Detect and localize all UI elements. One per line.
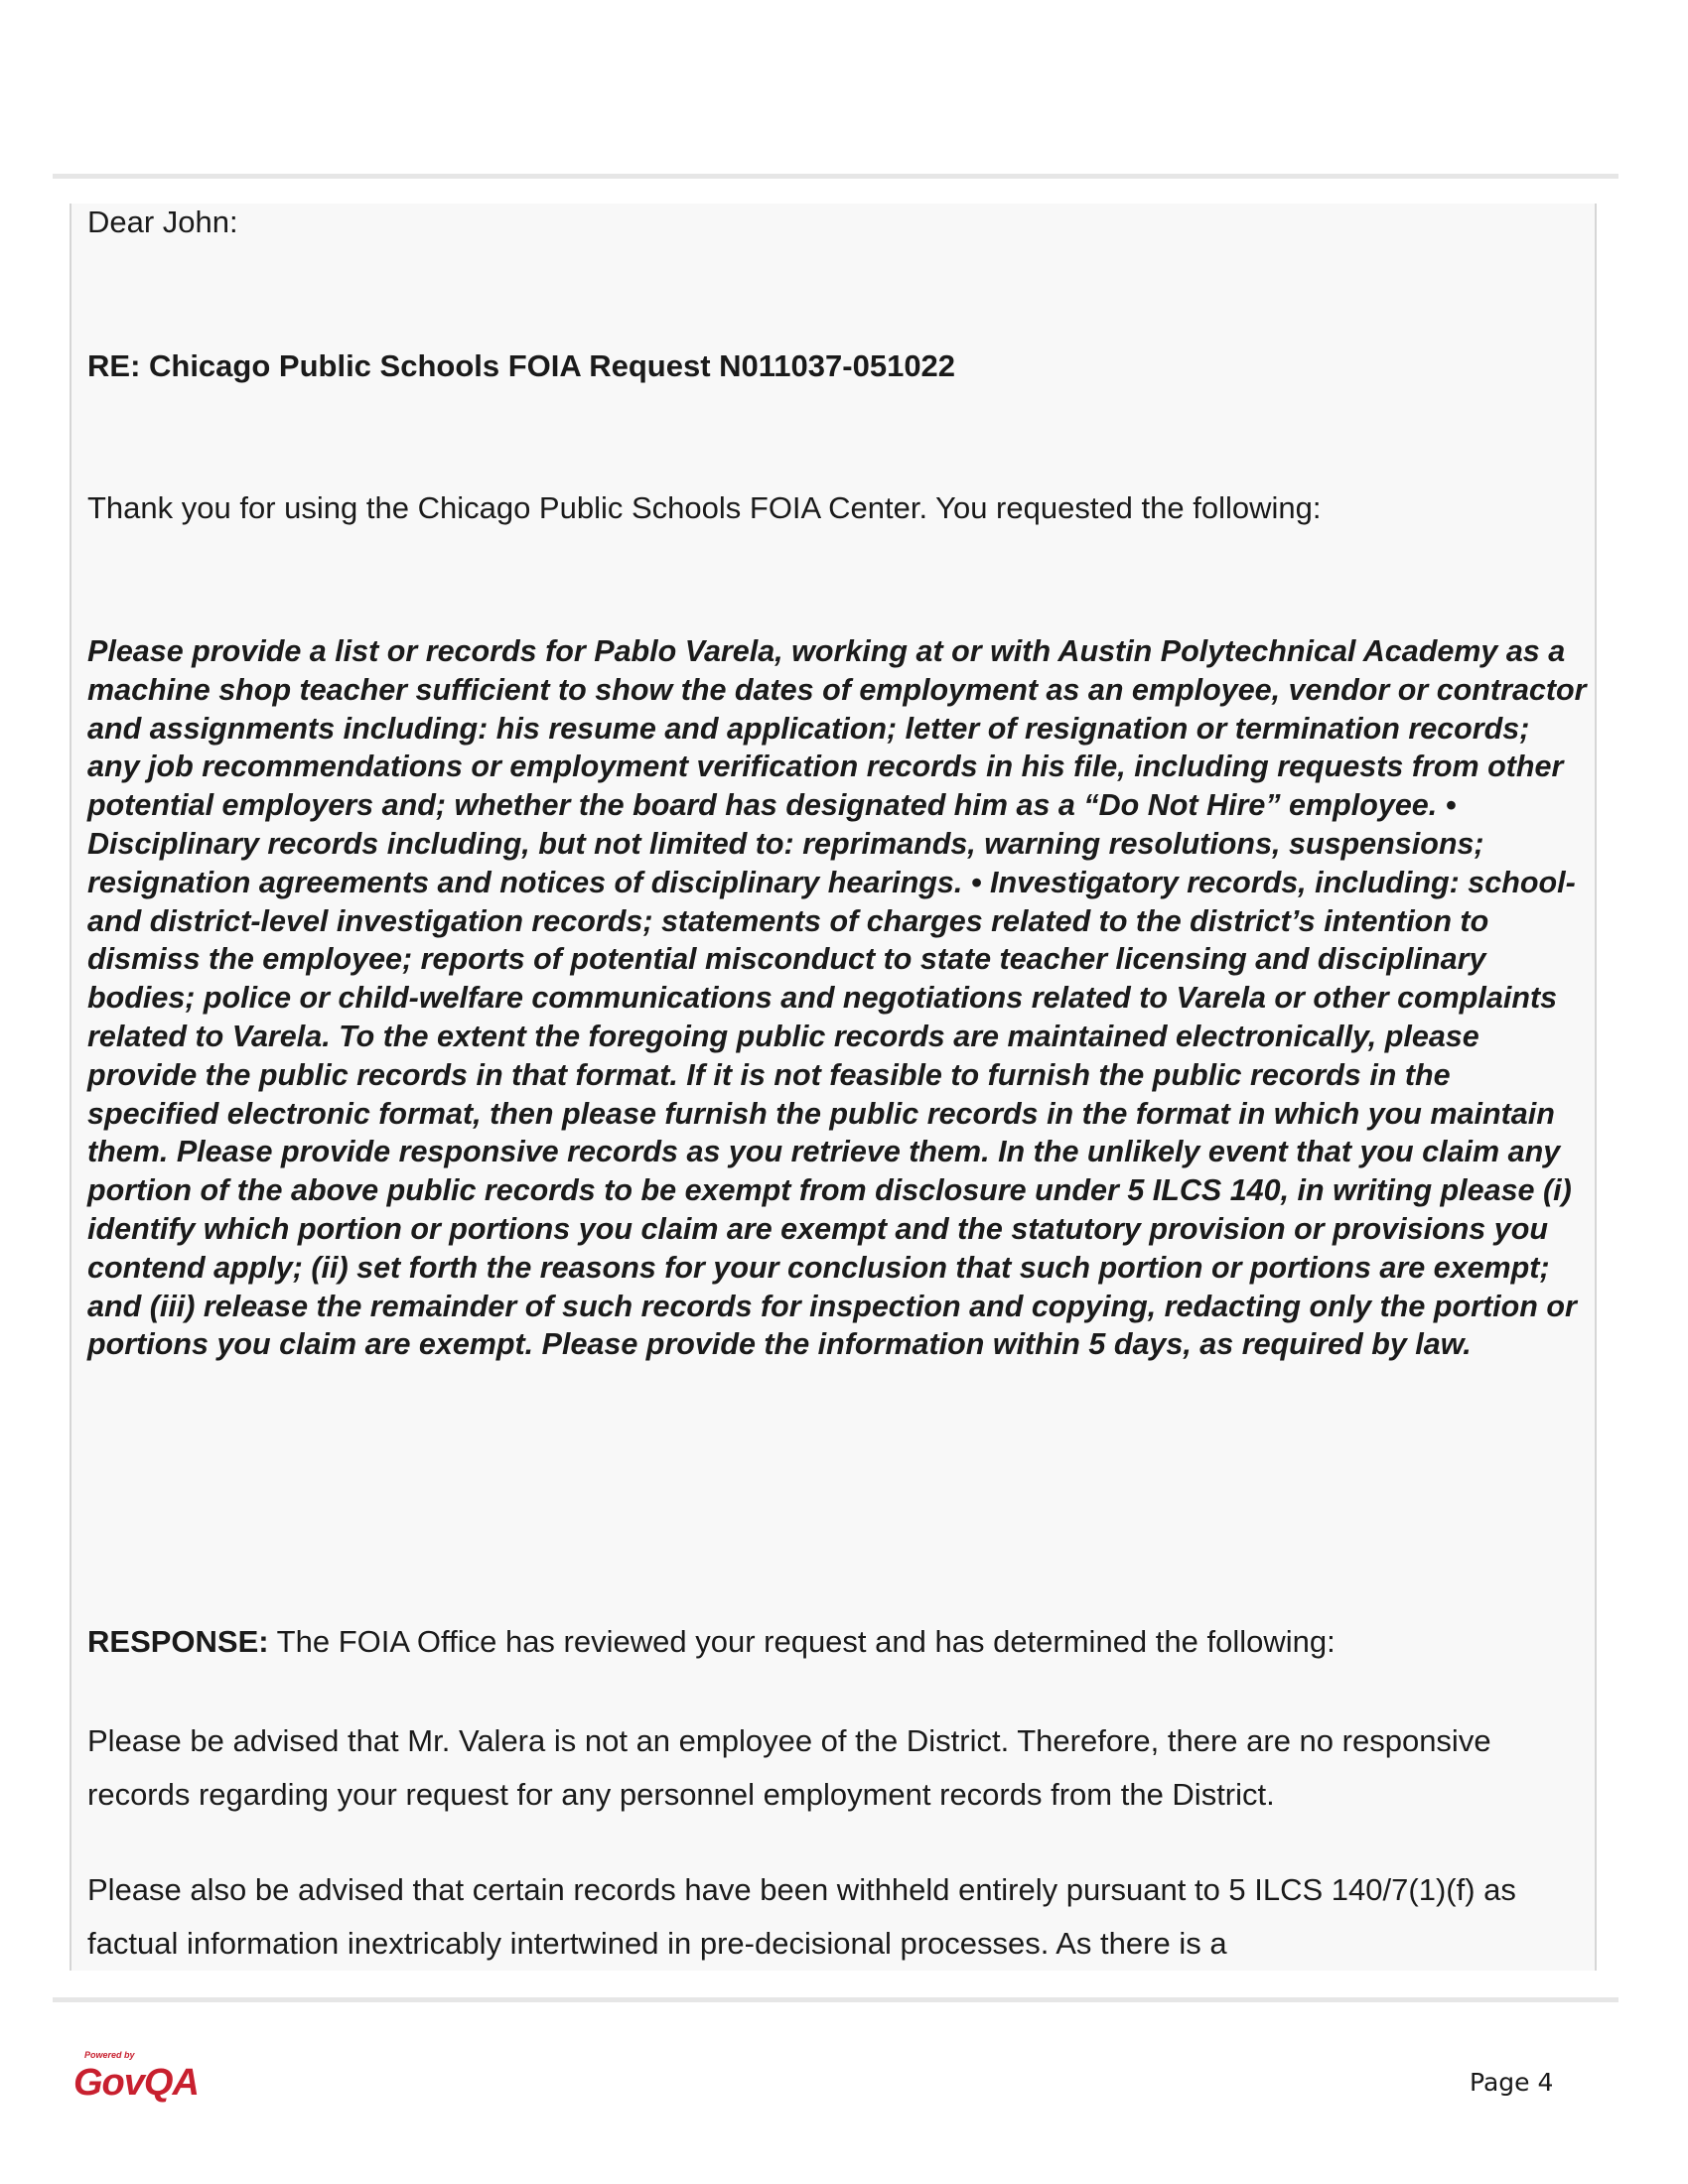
logo-powered-by: Powered by <box>84 2050 135 2060</box>
response-label: RESPONSE: <box>87 1624 269 1659</box>
advised-paragraph-2: Please also be advised that certain records have been withheld entirely pursuant to 5 ILCS 140/7(1)(f) as factual information inextricably intertwined in pre-decisional processes. As there is a <box>87 1872 1516 1961</box>
govqa-logo <box>72 2048 211 2108</box>
request-text: Please provide a list or records for Pablo Varela, working at or with Austin Polytechnical Academy as a machine shop teacher sufficient to show the dates of employment as an employee, vendor or contractor and assignments including: his resume and application; letter of resignation or termination records; any job recommendations or employment verification records in his file, including requests from other potential employers and; whether the board has designated him as a “Do Not Hire” employee. • Disciplinary records including, but not limited to: reprimands, warning resolutions, suspensions; resignation agreements and notices of disciplinary hearings. • Investigatory records, including: school- and district-level investigation records; statements of charges related to the district’s intention to dismiss the employee; reports of potential misconduct to state teacher licensing and disciplinary bodies; police or child-welfare communications and negotiations related to Varela or other complaints related to Varela. To the extent the foregoing public records are maintained electronically, please provide the public records in that format. If it is not feasible to furnish the public records in the specified electronic format, then please furnish the public records in the format in which you maintain them. Please provide responsive records as you retrieve them. In the unlikely event that you claim any portion of the above public records to be exempt from disclosure under 5 ILCS 140, in writing please (i) identify which portion or portions you claim are exempt and the statutory provision or provisions you contend apply; (ii) set forth the reasons for your conclusion that such portion or portions are exempt; and (iii) release the remainder of such records for inspection and copying, redacting only the portion or portions you claim are exempt. Please provide the information within 5 days, as required by law. <box>87 634 1587 1362</box>
response-paragraph <box>87 1623 1336 1661</box>
top-divider <box>53 174 1618 179</box>
logo-name: GovQA <box>73 2062 199 2104</box>
subject-line: RE: Chicago Public Schools FOIA Request N011037-051022 <box>87 348 956 383</box>
bottom-divider <box>53 1997 1618 2002</box>
advised-paragraph-1: Please be advised that Mr. Valera is not an employee of the District. Therefore, there are no responsive records regarding your request for any personnel employment records from the District. <box>87 1723 1491 1812</box>
greeting: Dear John: <box>87 205 238 239</box>
page-number: Page 4 <box>1470 2068 1554 2097</box>
response-text: The FOIA Office has reviewed your request and has determined the following: <box>268 1624 1336 1659</box>
letter-body <box>70 204 1597 1971</box>
intro-paragraph: Thank you for using the Chicago Public Schools FOIA Center. You requested the following: <box>87 490 1322 525</box>
